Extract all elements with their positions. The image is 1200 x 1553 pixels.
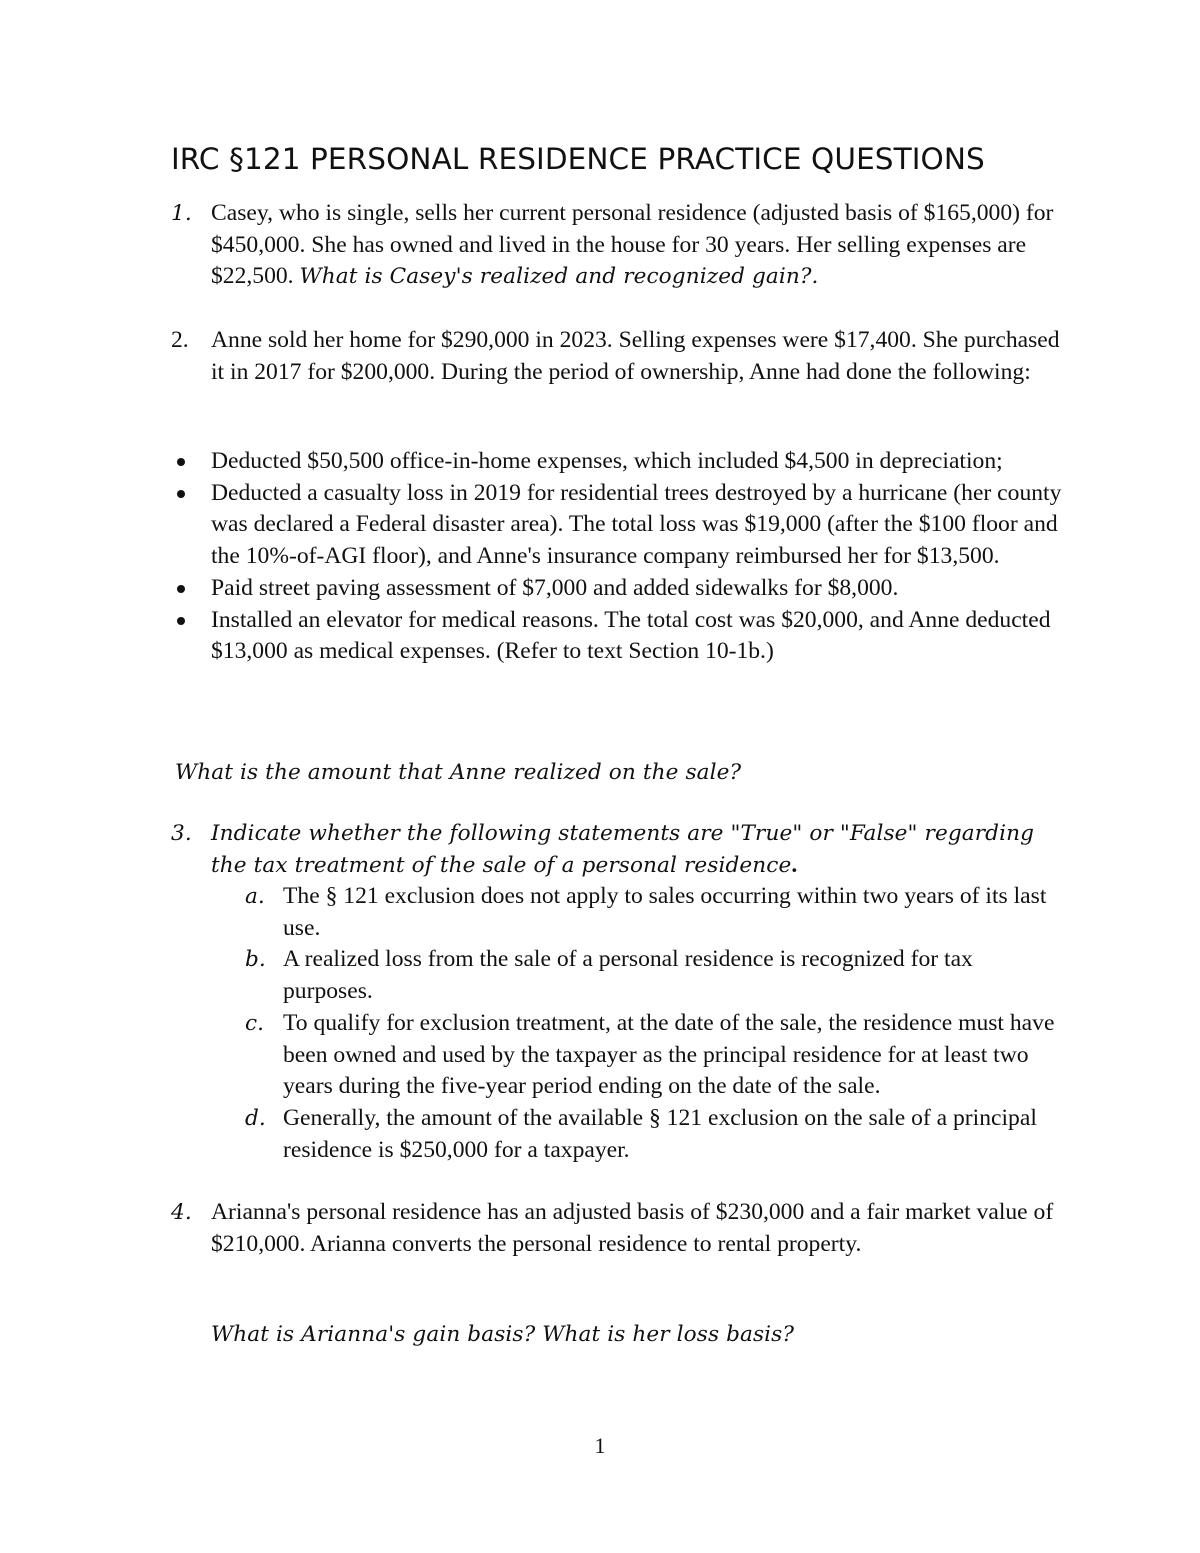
- question-text: Anne sold her home for $290,000 in 2023. Selling expenses were $17,400. She purchased it in 2017 for $200,000. During the period of ownership, Anne had done the following:: [211, 327, 1060, 385]
- bullet-icon: [177, 458, 185, 466]
- statement-text: To qualify for exclusion treatment, at the date of the sale, the residence must have been owned and used by the taxpayer as the principal residence for at least two years during the five-year period ending on the date of the sale.: [283, 1009, 1055, 1100]
- question-text: Arianna's personal residence has an adjusted basis of $230,000 and a fair market value of $210,000. Arianna converts the personal residence to rental property.: [211, 1199, 1054, 1257]
- statement-letter: b.: [245, 947, 266, 973]
- statement-list: [245, 881, 1065, 1166]
- statement-item: [245, 881, 1065, 944]
- statement-letter: a.: [245, 884, 265, 909]
- list-item: [211, 446, 1071, 478]
- question-prompt: What is the amount that Anne realized on the sale?: [175, 760, 742, 785]
- list-item-text: Deducted $50,500 office-in-home expenses, which included $4,500 in depreciation;: [211, 448, 1003, 474]
- document-title: IRC §121 PERSONAL RESIDENCE PRACTICE QUESTIONS: [171, 142, 985, 176]
- question-prompt: What is Casey's realized and recognized gain?.: [299, 264, 819, 290]
- statement-text: Generally, the amount of the available § 121 exclusion on the sale of a principal residence is $250,000 for a taxpayer.: [283, 1104, 1037, 1163]
- statement-text: A realized loss from the sale of a personal residence is recognized for tax purposes.: [283, 946, 973, 1005]
- list-item-text: Paid street paving assessment of $7,000 and added sidewalks for $8,000.: [211, 574, 899, 601]
- bullet-icon: [177, 490, 185, 498]
- question-text: Casey, who is single, sells her current personal residence (adjusted basis of $165,000) for $450,000. She has owned and lived in the house for 30 years. Her selling expenses are $22,500.: [211, 200, 1054, 290]
- list-item-text: Installed an elevator for medical reasons. The total cost was $20,000, and Anne deducted $13,000 as medical expenses. (Refer to text Section 10-1b.): [211, 606, 1051, 665]
- list-item: [211, 605, 1071, 668]
- question-2: [171, 325, 1071, 388]
- question-prompt: What is Arianna's gain basis? What is her loss basis?: [211, 1322, 795, 1347]
- list-item: [211, 478, 1071, 573]
- question-number: 4.: [171, 1200, 192, 1225]
- statement-text: The § 121 exclusion does not apply to sales occurring within two years of its last use.: [283, 883, 1047, 941]
- question-text: Indicate whether the following statements are "True" or "False" regarding the tax treatment of the sale of a personal residence: [211, 821, 1035, 878]
- question-1: [171, 198, 1071, 293]
- statement-item: [245, 944, 1065, 1007]
- question-number: 2.: [171, 327, 189, 353]
- statement-letter: d.: [245, 1105, 266, 1131]
- statement-item: [245, 1103, 1065, 1166]
- statement-letter: c.: [245, 1010, 264, 1036]
- page-number: 1: [594, 1433, 606, 1458]
- list-item-text: Deducted a casualty loss in 2019 for residential trees destroyed by a hurricane (her county was declared a Federal disaster area). The total loss was $19,000 (after the $100 floor and the 10%-of-AGI floor), and Anne's insurance company reimbursed her for $13,500.: [211, 479, 1062, 570]
- bullet-icon: [177, 617, 185, 625]
- bullet-list: [171, 446, 1071, 668]
- question-number: 1.: [171, 201, 192, 226]
- question-text-end: .: [791, 851, 798, 878]
- question-3: [171, 818, 1071, 881]
- question-4: [171, 1197, 1071, 1260]
- statement-item: [245, 1008, 1065, 1103]
- question-number: 3.: [171, 821, 192, 846]
- bullet-icon: [177, 585, 185, 593]
- list-item: [211, 573, 1071, 605]
